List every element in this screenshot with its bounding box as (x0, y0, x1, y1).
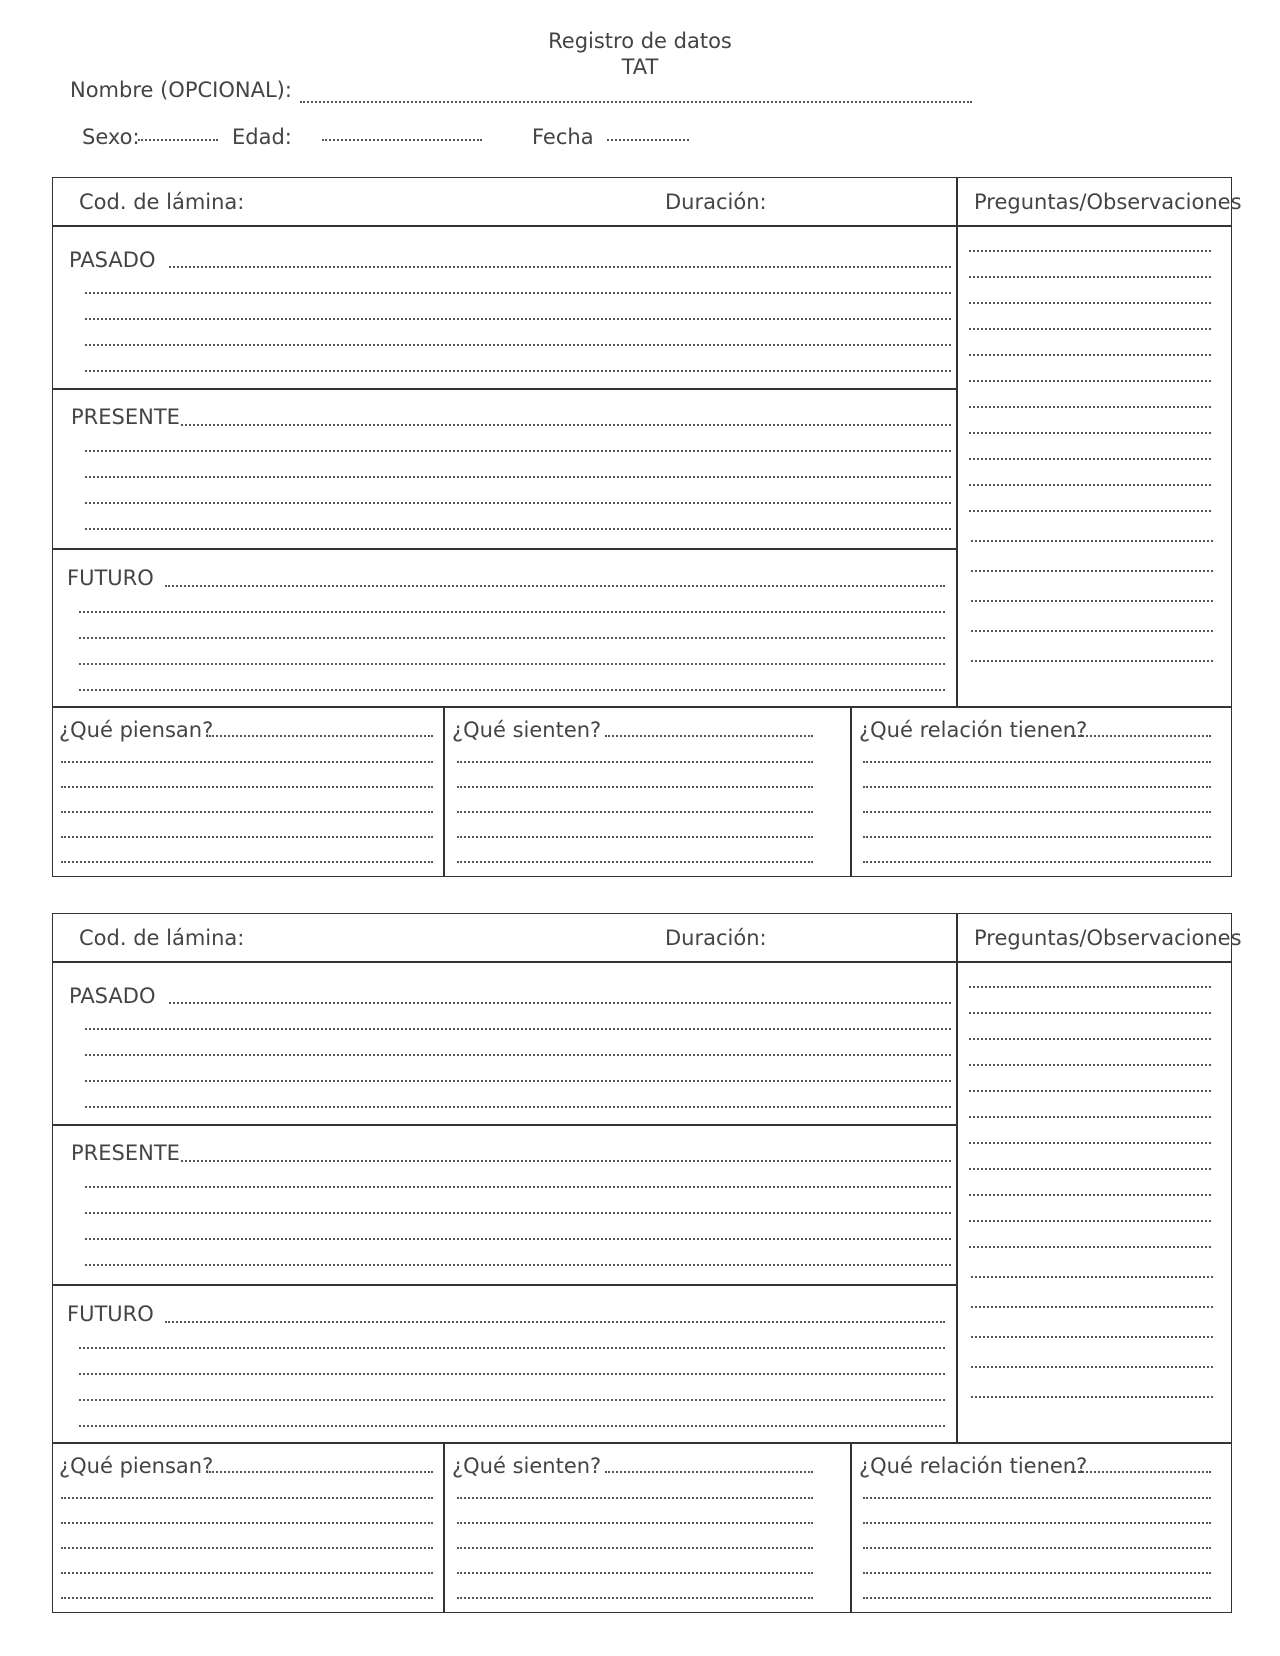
observaciones-line[interactable] (969, 484, 1211, 486)
piensan-line[interactable] (209, 735, 433, 737)
pasado-line[interactable] (85, 344, 951, 346)
sienten-line[interactable] (605, 1471, 813, 1473)
observaciones-line[interactable] (969, 1038, 1211, 1040)
presente-line[interactable] (181, 1160, 951, 1162)
pasado-line[interactable] (85, 1106, 951, 1108)
relacion-line[interactable] (863, 1522, 1211, 1524)
relacion-label: ¿Qué relación tienen? (859, 1454, 1088, 1478)
cod-lamina-label: Cod. de lámina: (79, 926, 245, 950)
futuro-line[interactable] (165, 585, 945, 587)
futuro-line[interactable] (79, 1373, 945, 1375)
pasado-label: PASADO (69, 984, 156, 1008)
nombre-field[interactable] (300, 101, 972, 103)
piensan-line[interactable] (61, 1597, 433, 1599)
nombre-label: Nombre (OPCIONAL): (70, 78, 292, 102)
sexo-field[interactable] (138, 139, 218, 141)
observaciones-label: Preguntas/Observaciones (974, 926, 1242, 950)
observaciones-line[interactable] (969, 1064, 1211, 1066)
duracion-label: Duración: (665, 926, 767, 950)
sienten-line[interactable] (457, 1572, 813, 1574)
form-title: Registro de datos (548, 29, 732, 53)
sienten-line[interactable] (457, 1522, 813, 1524)
relacion-line[interactable] (863, 1572, 1211, 1574)
observaciones-line[interactable] (969, 510, 1211, 512)
piensan-label: ¿Qué piensan? (59, 1454, 214, 1478)
pasado-line[interactable] (169, 1002, 951, 1004)
sienten-label: ¿Qué sienten? (452, 718, 602, 742)
piensan-line[interactable] (61, 1497, 433, 1499)
futuro-line[interactable] (165, 1321, 945, 1323)
relacion-label: ¿Qué relación tienen? (859, 718, 1088, 742)
futuro-line[interactable] (79, 1347, 945, 1349)
observaciones-line[interactable] (969, 354, 1211, 356)
presente-line[interactable] (85, 502, 951, 504)
observaciones-line[interactable] (971, 630, 1213, 632)
presente-line[interactable] (85, 1212, 951, 1214)
pasado-label: PASADO (69, 248, 156, 272)
observaciones-line[interactable] (969, 328, 1211, 330)
duracion-label: Duración: (665, 190, 767, 214)
relacion-line[interactable] (863, 1597, 1211, 1599)
observaciones-line[interactable] (969, 1090, 1211, 1092)
futuro-label: FUTURO (67, 566, 154, 590)
pasado-line[interactable] (85, 1080, 951, 1082)
relacion-line[interactable] (863, 761, 1211, 763)
observaciones-line[interactable] (969, 432, 1211, 434)
piensan-line[interactable] (61, 1572, 433, 1574)
observaciones-line[interactable] (969, 276, 1211, 278)
piensan-line[interactable] (61, 786, 433, 788)
futuro-line[interactable] (79, 637, 945, 639)
piensan-line[interactable] (61, 1522, 433, 1524)
observaciones-line[interactable] (971, 1336, 1213, 1338)
observaciones-line[interactable] (971, 1396, 1213, 1398)
sienten-line[interactable] (457, 761, 813, 763)
piensan-label: ¿Qué piensan? (59, 718, 214, 742)
futuro-line[interactable] (79, 1425, 945, 1427)
record-block-2 (52, 913, 1242, 1613)
futuro-line[interactable] (79, 1399, 945, 1401)
sienten-label: ¿Qué sienten? (452, 1454, 602, 1478)
sienten-line[interactable] (457, 1547, 813, 1549)
piensan-line[interactable] (61, 861, 433, 863)
record-block-1 (52, 177, 1242, 877)
relacion-line[interactable] (863, 1547, 1211, 1549)
presente-line[interactable] (181, 424, 951, 426)
observaciones-line[interactable] (971, 1366, 1213, 1368)
relacion-line[interactable] (863, 811, 1211, 813)
relacion-line[interactable] (863, 786, 1211, 788)
piensan-line[interactable] (61, 1547, 433, 1549)
sienten-line[interactable] (457, 811, 813, 813)
edad-field[interactable] (322, 139, 482, 141)
observaciones-line[interactable] (969, 1194, 1211, 1196)
observaciones-line[interactable] (969, 1012, 1211, 1014)
presente-line[interactable] (85, 1264, 951, 1266)
fecha-label: Fecha (532, 125, 594, 149)
futuro-label: FUTURO (67, 1302, 154, 1326)
pasado-line[interactable] (85, 1028, 951, 1030)
fecha-field[interactable] (607, 139, 689, 141)
relacion-line[interactable] (863, 1497, 1211, 1499)
presente-line[interactable] (85, 1238, 951, 1240)
observaciones-line[interactable] (969, 380, 1211, 382)
presente-line[interactable] (85, 476, 951, 478)
relacion-line[interactable] (1071, 735, 1211, 737)
pasado-line[interactable] (85, 292, 951, 294)
sexo-label: Sexo: (82, 125, 140, 149)
pasado-line[interactable] (85, 370, 951, 372)
pasado-line[interactable] (169, 266, 951, 268)
relacion-line[interactable] (863, 836, 1211, 838)
piensan-line[interactable] (209, 1471, 433, 1473)
observaciones-line[interactable] (971, 1276, 1213, 1278)
observaciones-line[interactable] (971, 1306, 1213, 1308)
piensan-line[interactable] (61, 836, 433, 838)
presente-line[interactable] (85, 528, 951, 530)
observaciones-line[interactable] (971, 660, 1213, 662)
piensan-line[interactable] (61, 761, 433, 763)
relacion-line[interactable] (863, 861, 1211, 863)
futuro-line[interactable] (79, 689, 945, 691)
sienten-line[interactable] (605, 735, 813, 737)
observaciones-line[interactable] (969, 1116, 1211, 1118)
pasado-line[interactable] (85, 1054, 951, 1056)
observaciones-line[interactable] (969, 458, 1211, 460)
observaciones-line[interactable] (971, 570, 1213, 572)
sienten-line[interactable] (457, 1597, 813, 1599)
sienten-line[interactable] (457, 1497, 813, 1499)
edad-label: Edad: (232, 125, 292, 149)
presente-label: PRESENTE (71, 1141, 180, 1165)
futuro-line[interactable] (79, 611, 945, 613)
observaciones-line[interactable] (971, 540, 1213, 542)
observaciones-line[interactable] (969, 1142, 1211, 1144)
sienten-line[interactable] (457, 836, 813, 838)
observaciones-line[interactable] (969, 406, 1211, 408)
pasado-line[interactable] (85, 318, 951, 320)
relacion-line[interactable] (1071, 1471, 1211, 1473)
futuro-line[interactable] (79, 663, 945, 665)
cod-lamina-label: Cod. de lámina: (79, 190, 245, 214)
presente-line[interactable] (85, 450, 951, 452)
observaciones-line[interactable] (969, 1168, 1211, 1170)
sienten-line[interactable] (457, 786, 813, 788)
observaciones-line[interactable] (969, 250, 1211, 252)
form-subtitle: TAT (621, 55, 659, 79)
observaciones-label: Preguntas/Observaciones (974, 190, 1242, 214)
sienten-line[interactable] (457, 861, 813, 863)
observaciones-line[interactable] (969, 986, 1211, 988)
observaciones-line[interactable] (969, 1246, 1211, 1248)
observaciones-line[interactable] (969, 302, 1211, 304)
observaciones-line[interactable] (971, 600, 1213, 602)
presente-label: PRESENTE (71, 405, 180, 429)
piensan-line[interactable] (61, 811, 433, 813)
observaciones-line[interactable] (969, 1220, 1211, 1222)
presente-line[interactable] (85, 1186, 951, 1188)
